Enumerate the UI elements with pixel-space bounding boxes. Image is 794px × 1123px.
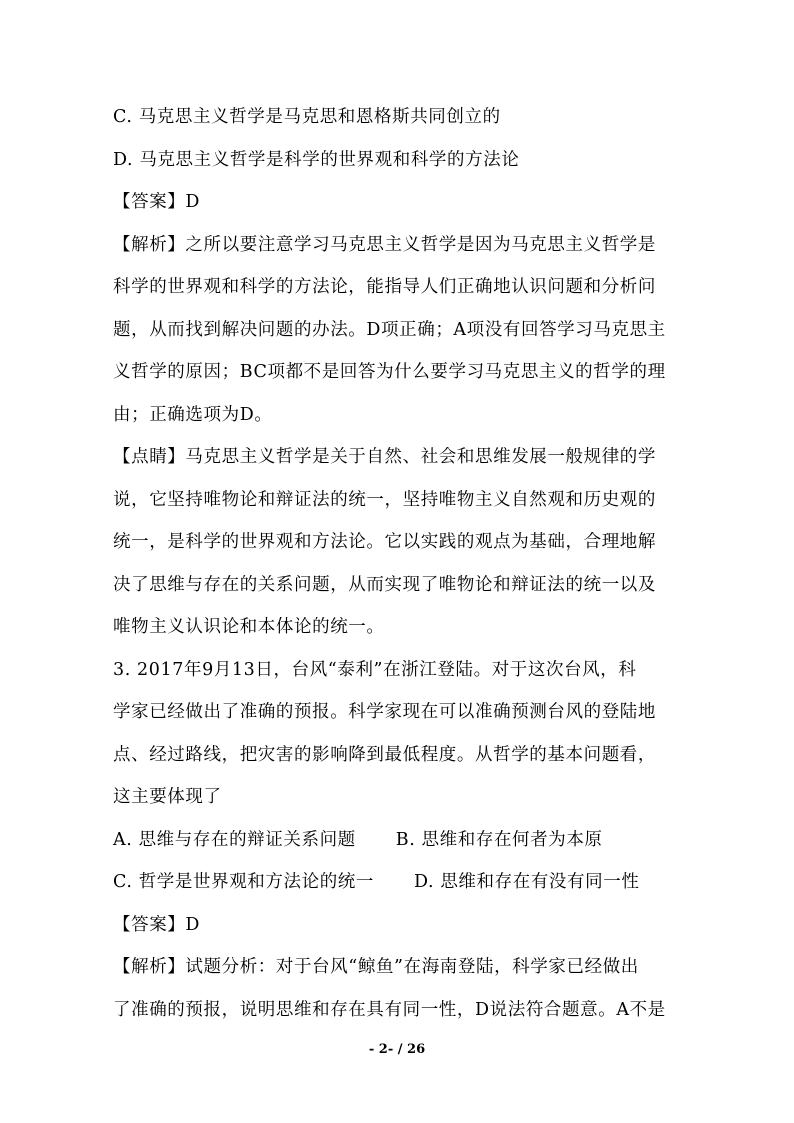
q3-analysis-line-2: 了准确的预报，说明思维和存在具有同一性，D说法符合题意。A不是 bbox=[113, 1000, 666, 1020]
q3-option-a: A. 思维与存在的辩证关系问题 bbox=[113, 830, 356, 850]
q2-analysis-line-1: 【解析】之所以要注意学习马克思主义哲学是因为马克思主义哲学是 bbox=[113, 235, 656, 255]
q2-analysis-line-5: 由；正确选项为D。 bbox=[113, 405, 273, 425]
q3-stem-line-3: 点、经过路线，把灾害的影响降到最低程度。从哲学的基本问题看， bbox=[113, 745, 656, 765]
q2-note-line-2: 说，它坚持唯物论和辩证法的统一，坚持唯物主义自然观和历史观的 bbox=[113, 490, 656, 510]
q2-note-line-5: 唯物主义认识论和本体论的统一。 bbox=[113, 617, 385, 637]
q3-stem-line-2: 学家已经做出了准确的预报。科学家现在可以准确预测台风的登陆地 bbox=[113, 702, 656, 722]
q3-option-d: D. 思维和存在有没有同一性 bbox=[414, 872, 640, 892]
q3-option-c: C. 哲学是世界观和方法论的统一 bbox=[113, 872, 374, 892]
q3-options-row-2 bbox=[113, 871, 683, 893]
q3-stem-line-4: 这主要体现了 bbox=[113, 787, 222, 807]
q3-stem-line-1: 3. 2017年9月13日，台风“泰利”在浙江登陆。对于这次台风，科 bbox=[113, 660, 637, 680]
q2-note-line-1: 【点睛】马克思主义哲学是关于自然、社会和思维发展一般规律的学 bbox=[113, 447, 656, 467]
q3-option-b: B. 思维和存在何者为本原 bbox=[395, 830, 603, 850]
q2-analysis-line-3: 题，从而找到解决问题的办法。D项正确；A项没有回答学习马克思主 bbox=[113, 320, 666, 340]
q2-analysis-line-2: 科学的世界观和科学的方法论，能指导人们正确地认识问题和分析问 bbox=[113, 277, 656, 297]
q2-option-d: D. 马克思主义哲学是科学的世界观和科学的方法论 bbox=[113, 150, 520, 170]
q3-answer: 【答案】D bbox=[113, 915, 201, 935]
q2-analysis-line-4: 义哲学的原因；BC项都不是回答为什么要学习马克思主义的哲学的理 bbox=[113, 362, 666, 382]
q2-option-c: C. 马克思主义哲学是马克思和恩格斯共同创立的 bbox=[113, 107, 501, 127]
q2-answer: 【答案】D bbox=[113, 192, 201, 212]
q2-note-line-3: 统一，是科学的世界观和方法论。它以实践的观点为基础，合理地解 bbox=[113, 532, 656, 552]
page-number: - 2- / 26 bbox=[368, 1042, 426, 1057]
q2-note-line-4: 决了思维与存在的关系问题，从而实现了唯物论和辩证法的统一以及 bbox=[113, 575, 656, 595]
q3-analysis-line-1: 【解析】试题分析：对于台风“鲸鱼”在海南登陆，科学家已经做出 bbox=[113, 957, 639, 977]
q3-options-row-1 bbox=[113, 829, 683, 851]
